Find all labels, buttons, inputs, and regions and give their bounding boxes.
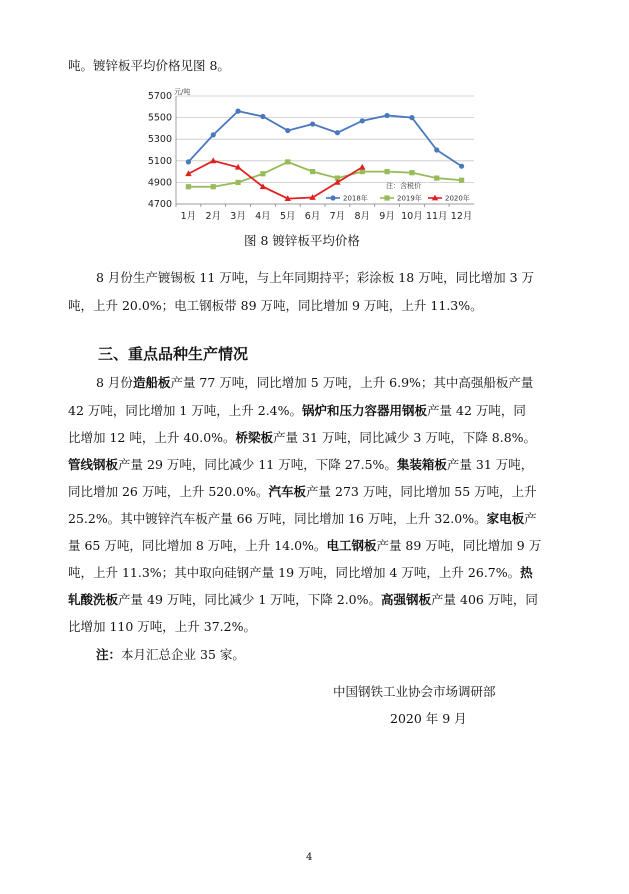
data-point: [310, 169, 315, 174]
chart-x-ticks: [181, 211, 473, 222]
data-point: [409, 115, 414, 120]
data-point: [186, 159, 191, 164]
note-label: 注：: [96, 647, 122, 662]
para2-line5: 同比增加 26 万吨，上升 520.0%。汽车板产量 273 万吨，同比增加 55 万吨，上升: [68, 484, 537, 499]
data-point: [359, 164, 365, 170]
data-point: [260, 114, 265, 119]
signature-date: 2020 年 9 月: [390, 711, 467, 726]
data-point: [459, 178, 464, 183]
chart-y-ticks: [148, 91, 172, 210]
intro-line: 吨。镀锌板平均价格见图 8。: [68, 58, 230, 73]
x-tick-label: 3月: [230, 211, 246, 222]
section-title: 三、重点品种生产情况: [98, 345, 249, 363]
para2-line10: 比增加 110 万吨，上升 37.2%。: [68, 619, 256, 634]
x-tick-label: 9月: [379, 211, 395, 222]
para1-line2: 吨，上升 20.0%；电工钢板带 89 万吨，同比增加 9 万吨，上升 11.3%。: [68, 298, 483, 313]
x-tick-label: 12月: [450, 211, 473, 222]
chart-legend: [326, 194, 470, 203]
chart-series: [185, 109, 464, 201]
y-tick-label: 5500: [147, 112, 172, 124]
data-point: [186, 184, 191, 189]
para2-line1: 8 月份造船板产量 77 万吨，同比增加 5 万吨，上升 6.9%；其中高强船板产量: [96, 375, 534, 390]
para1-line1: 8 月份生产镀锡板 11 万吨，与上年同期持平；彩涂板 18 万吨，同比增加 3 万: [96, 270, 535, 285]
y-tick-label: 4700: [147, 199, 172, 210]
x-tick-label: 11月: [425, 211, 448, 222]
x-tick-label: 8月: [354, 211, 371, 222]
para2-line4: 管线钢板产量 29 万吨，同比减少 11 万吨，下降 27.5%。集装箱板产量 31 万吨，: [68, 457, 534, 472]
data-point: [384, 169, 389, 174]
data-point: [211, 132, 216, 137]
para2-line8: 吨，上升 11.3%；其中取向硅钢产量 19 万吨，同比增加 4 万吨，上升 26.7%。热: [68, 565, 533, 580]
figure-caption: 图 8 镀锌板平均价格: [244, 233, 360, 248]
note-line: [96, 645, 245, 663]
x-tick-label: 7月: [329, 211, 346, 222]
y-tick-label: 5700: [147, 91, 172, 102]
page-number: 4: [306, 852, 313, 863]
data-point: [235, 180, 240, 185]
x-tick-label: 10月: [401, 211, 423, 222]
legend-marker: [330, 195, 335, 200]
y-tick-label: 5100: [147, 155, 172, 167]
data-point: [360, 118, 365, 123]
para2-line2: 42 万吨，同比增加 1 万吨，上升 2.4%。锅炉和压力容器用钢板产量 42 万吨，同: [68, 403, 526, 418]
data-point: [335, 130, 340, 135]
y-tick-label: 5300: [147, 134, 172, 146]
chart-unit-label: 元/吨: [174, 88, 191, 96]
note-text: 本月汇总企业 35 家。: [121, 647, 245, 662]
data-point: [384, 113, 389, 118]
para2-line9: 轧酸洗板产量 49 万吨，同比减少 1 万吨，下降 2.0%。高强钢板产量 406 万吨，同: [68, 592, 538, 607]
series-line-0: [188, 111, 461, 166]
data-point: [260, 171, 265, 176]
data-point: [434, 175, 439, 180]
data-point: [211, 184, 216, 189]
legend-label: 2018年: [343, 194, 368, 203]
x-tick-label: 4月: [255, 211, 271, 222]
data-point: [409, 170, 414, 175]
data-point: [434, 147, 439, 152]
y-tick-label: 4900: [147, 177, 172, 189]
chart-note: 注：含税价: [386, 182, 421, 190]
para2-line3: 比增加 12 吨，上升 40.0%。桥梁板产量 31 万吨，同比减少 3 万吨，下降 8.8%。: [68, 430, 537, 445]
legend-label: 2019年: [397, 194, 422, 203]
data-point: [310, 121, 315, 126]
data-point: [285, 128, 290, 133]
x-tick-label: 6月: [304, 211, 321, 222]
data-point: [360, 169, 365, 174]
data-point: [459, 164, 464, 169]
legend-marker: [384, 195, 389, 200]
legend-label: 2020年: [445, 194, 470, 203]
x-tick-label: 1月: [180, 211, 197, 222]
data-point: [235, 109, 240, 114]
para2-line7: 量 65 万吨，同比增加 8 万吨，上升 14.0%。电工钢板产量 89 万吨，同比增加 9 万: [68, 538, 542, 553]
para2-line6: 25.2%。其中镀锌汽车板产量 66 万吨，同比增加 16 万吨，上升 32.0%。家电板产: [68, 511, 537, 526]
price-line-chart: [140, 84, 480, 232]
data-point: [285, 159, 290, 164]
x-tick-label: 5月: [279, 211, 296, 222]
data-point: [210, 157, 216, 163]
signature-org: 中国钢铁工业协会市场调研部: [333, 684, 496, 699]
x-tick-label: 2月: [205, 211, 222, 222]
